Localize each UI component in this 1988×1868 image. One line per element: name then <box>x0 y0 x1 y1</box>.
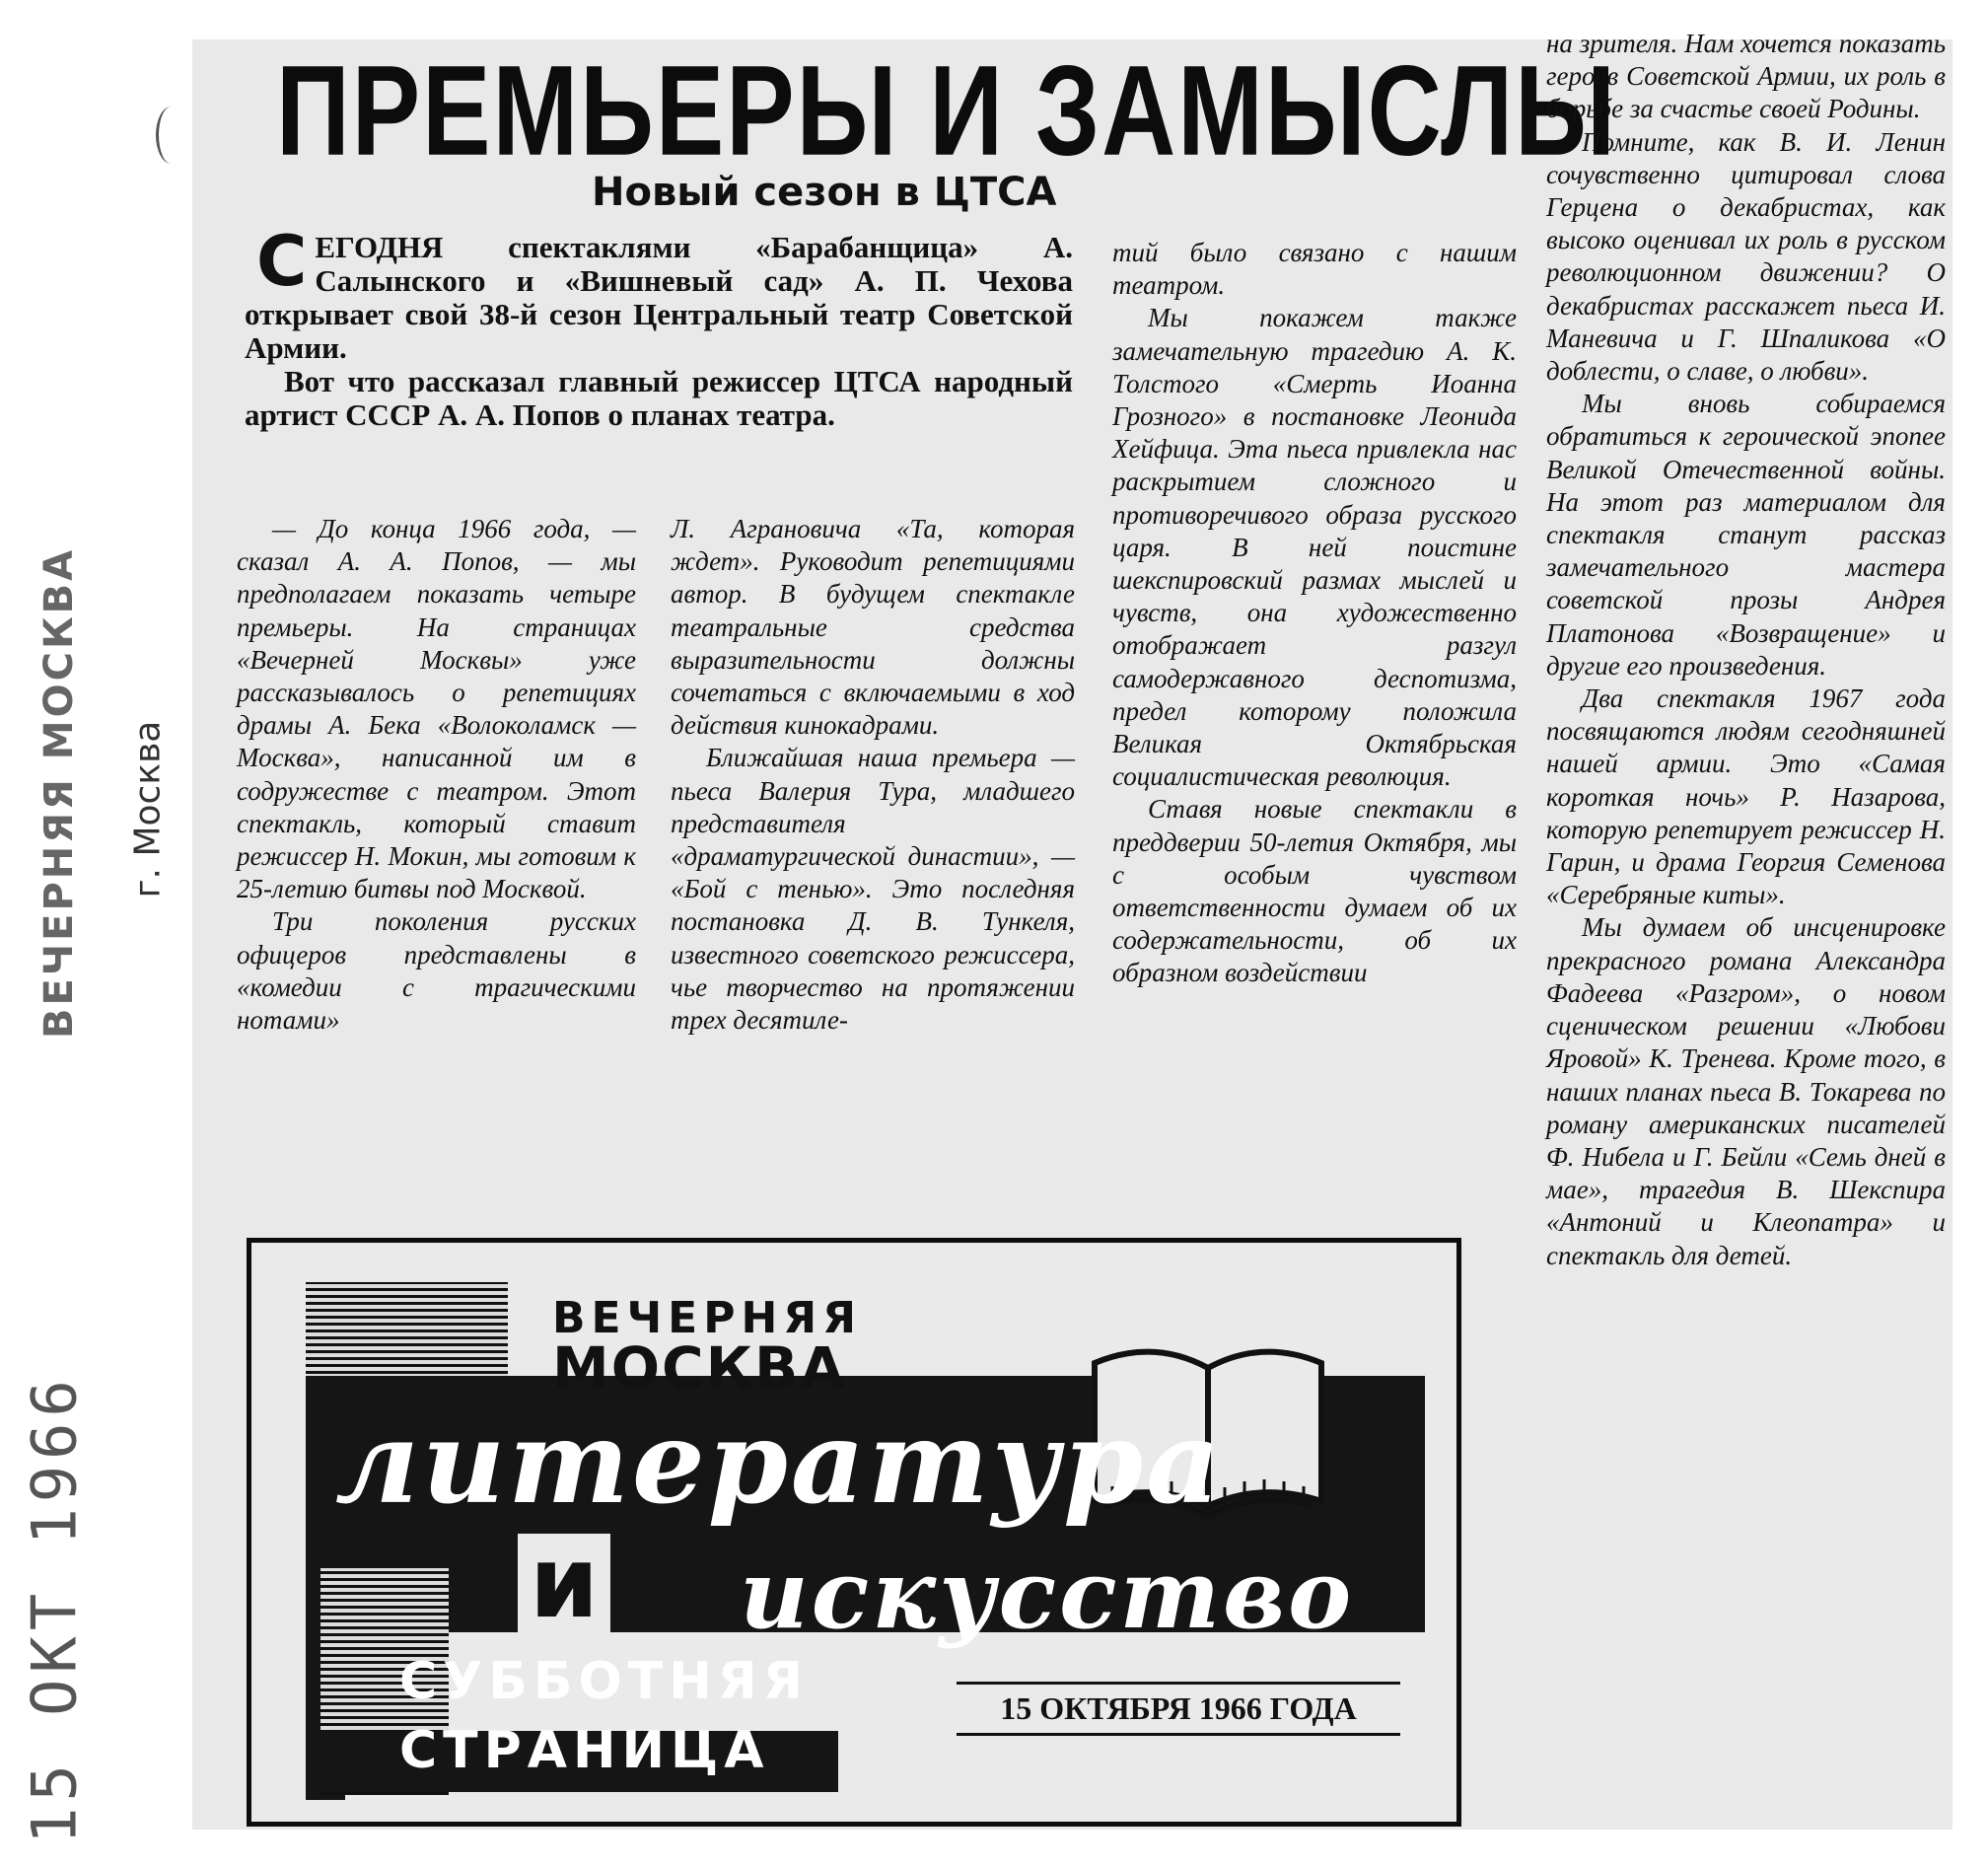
article-subheadline: Новый сезон в ЦТСА <box>592 170 1057 215</box>
saturday-page-line-1: СУББОТНЯЯ <box>399 1652 809 1711</box>
archive-stamp-date: 15 ОКТ 1966 <box>18 1374 91 1844</box>
column-4-paragraph-5: Мы думаем об инсценировке прекрасного романа Александра Фадеева «Разгром», о новом сценическом решении «Любови Яровой» К. Тренева. Кроме того, в наших планах пьеса В. Токарева по роману американских писателей Ф. Нибела и Г. Бейли «Семь дней в мае», трагедия В. Шекспира «Антоний и Клеопатра» и спектакль для детей. <box>1546 912 1946 1270</box>
archive-stamp-newspaper: ВЕЧЕРНЯЯ МОСКВА <box>36 546 82 1039</box>
article-lead <box>245 221 1073 432</box>
banner-title-and: и <box>518 1534 610 1632</box>
article-column-4 <box>1546 28 1946 1272</box>
banner-title-art: искусство <box>740 1539 1355 1650</box>
column-4-paragraph-4: Два спектакля 1967 года посвящаются людям сегодняшней нашей армии. Это «Самая короткая ночь» Р. Назарова, которую репетирует режиссер Н. Гарин, и драма Георгия Семенова «Серебряные киты». <box>1546 683 1946 910</box>
article-headline: ПРЕМЬЕРЫ И ЗАМЫСЛЫ <box>276 39 1617 183</box>
column-4-paragraph-3: Мы вновь собираемся обратиться к героической эпопее Великой Отечественной войны. На этот раз материалом для спектакля станут рассказ замечательного мастера советской прозы Андрея Платонова «Возвращение» и другие его произведения. <box>1546 389 1946 681</box>
article-column-3 <box>1112 237 1517 990</box>
banner-hatching-top <box>306 1282 508 1381</box>
column-4-paragraph-2: Помните, как В. И. Ленин сочувственно цитировал слова Герцена о декабристах, как высоко оценивал их роль в русском революционном движении? О декабристах расскажет пьеса И. Маневича и Г. Шпаликова «О доблести, о славе, о любви». <box>1546 126 1946 387</box>
banner-issue-date: 15 ОКТЯБРЯ 1966 ГОДА <box>957 1682 1400 1736</box>
banner-saturday-page <box>399 1647 809 1785</box>
column-3-paragraph-2: Мы покажем также замечательную трагедию А. К. Толстого «Смерть Иоанна Грозного» в постановке Леонида Хейфица. Эта пьеса привлекла нас раскрытием сложного и противоречивого образа русского царя. В ней поистине шекспировский размах мыслей и чувств, она художественно отображает разгул самодержавного деспотизма, предел которому положила Великая Октябрьская социалистическая революция. <box>1112 303 1517 792</box>
column-4-paragraph-1: на зрителя. Нам хочется показать героев Советской Армии, их роль в борьбе за счастье своей Родины. <box>1546 29 1946 124</box>
article-column-1 <box>237 513 636 1037</box>
masthead-line-2: МОСКВА <box>552 1334 847 1401</box>
column-3-paragraph-3: Ставя новые спектакли в преддверии 50-летия Октября, мы с особым чувством ответственности думаем об их содержательности, об их образном воздействии <box>1112 794 1517 988</box>
column-3-paragraph-1: тий было связано с нашим театром. <box>1112 238 1517 301</box>
lead-text-1: ЕГОДНЯ спектаклями «Барабанщица» А. Салынского и «Вишневый сад» А. П. Чехова открывает свой 38-й сезон Центральный театр Советской Армии. <box>245 230 1073 365</box>
drop-cap: С <box>256 221 308 302</box>
article-column-2 <box>671 513 1075 1037</box>
masthead-line-1: ВЕЧЕРНЯЯ <box>552 1293 863 1343</box>
saturday-page-line-2: СТРАНИЦА <box>399 1721 770 1780</box>
lead-paragraph-2: Вот что рассказал главный режиссер ЦТСА народный артист СССР А. А. Попов о планах театра. <box>245 364 1073 432</box>
archive-stamp-city: г. Москва <box>127 720 169 898</box>
banner-title-literature: литература <box>335 1396 1224 1530</box>
margin-pen-mark <box>156 107 186 164</box>
column-1-paragraph-1: — До конца 1966 года, — сказал А. А. Попов, — мы предполагаем показать четыре премьеры. На страницах «Вечерней Москвы» уже рассказывалось о репетициях драмы А. Бека «Волоколамск — Москва», написанной им в содружестве с театром. Этот спектакль, который ставит режиссер Н. Мокин, мы готовим к 25-летию битвы под Москвой. <box>237 514 636 904</box>
column-2-paragraph-2: Ближайшая наша премьера — пьеса Валерия Тура, младшего представителя «драматургической династии», — «Бой с тенью». Это последняя постановка Д. В. Тункеля, известного советского режиссера, чье творчество на протяжении трех десятиле- <box>671 743 1075 1036</box>
lead-paragraph-1 <box>245 221 1073 365</box>
column-2-paragraph-1: Л. Аграновича «Та, которая ждет». Руководит репетициями автор. В будущем спектакле театральные средства выразительности должны сочетаться с включаемыми в ход действия кинокадрами. <box>671 514 1075 741</box>
banner-masthead <box>552 1293 863 1401</box>
section-banner <box>247 1238 1461 1827</box>
column-1-paragraph-2: Три поколения русских офицеров представлены в «комедии с трагическими нотами» <box>237 906 636 1036</box>
